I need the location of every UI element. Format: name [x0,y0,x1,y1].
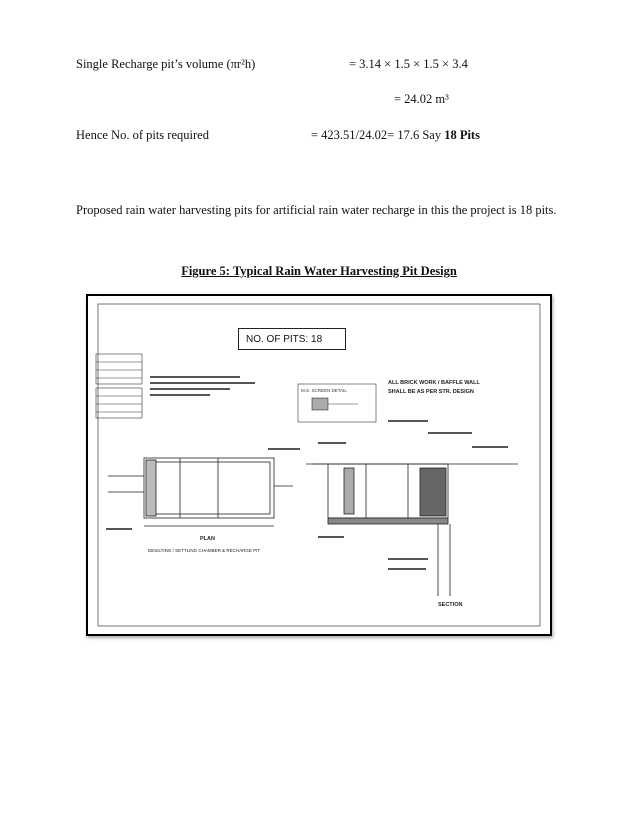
section-drawing [306,464,518,596]
figure-caption: Figure 5: Typical Rain Water Harvesting Pit Design [181,264,457,278]
pits-count-box: NO. OF PITS: 18 [238,328,346,350]
screen-detail-label: M.S. SCREEN DETAIL [301,388,347,393]
plan-label: PLAN [200,536,215,542]
proposal-paragraph: Proposed rain water harvesting pits for artificial rain water recharge in this the project is 18 pits. [76,203,557,217]
pits-expression-text: = 423.51/24.02= 17.6 Say [311,128,442,142]
plan-drawing [108,458,293,526]
plan-title: DESILTING / SETTLING CHAMBER & RECHARGE PIT [148,548,261,553]
legend-tables [96,354,142,418]
section-label: SECTION [438,602,463,608]
pits-label: Hence No. of pits required [76,128,209,142]
brickwork-note: ALL BRICK WORK / BAFFLE WALL SHALL BE AS PER STR. DESIGN [388,380,480,395]
volume-expression: = 3.14 × 1.5 × 1.5 × 3.4 [349,57,468,71]
pits-expression [311,128,480,143]
pit-design-figure [86,294,552,636]
volume-label: Single Recharge pit’s volume (πr²h) [76,57,256,71]
volume-result: = 24.02 m³ [394,92,449,106]
pits-bold-result: 18 Pits [444,128,480,142]
